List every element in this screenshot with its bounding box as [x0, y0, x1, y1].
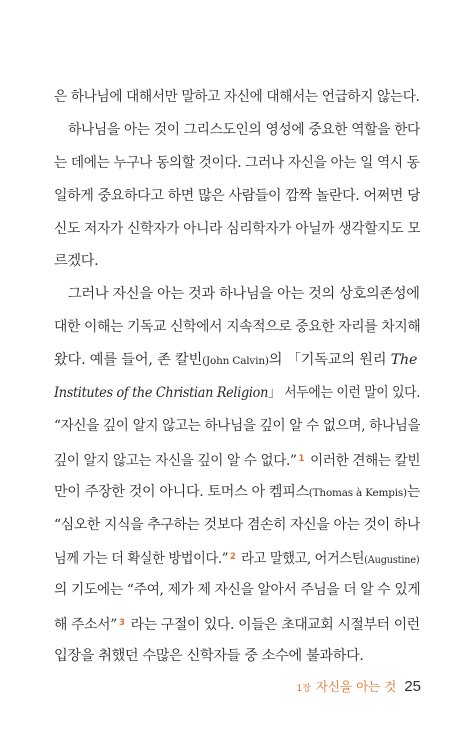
- footnote-marker[interactable]: 1: [298, 453, 305, 464]
- footnote-marker[interactable]: 2: [230, 552, 236, 563]
- text-run: 이러한 견해는 칼빈: [306, 452, 420, 469]
- body-text: [54, 81, 420, 673]
- text-segment: 일하게 중요하다고 하면 많은 사람들이 깜짝 놀란다. 어쩌면 당: [54, 187, 420, 204]
- author-name-en: (John Calvin): [202, 355, 269, 368]
- book-title-en: Institutes of the Christian Religion: [54, 385, 269, 402]
- book-title-en: The: [390, 352, 418, 369]
- text-segment: 하나님을 아는 것이 그리스도인의 영성에 중요한 역할을 한다: [68, 121, 420, 138]
- text-run: 님께 가는 더 확실한 방법이다.”: [54, 551, 229, 568]
- page-number: 25: [404, 678, 421, 695]
- text-line: [54, 509, 420, 542]
- text-segment: 르겠다.: [54, 253, 99, 270]
- author-name-en: (Augustine): [364, 554, 420, 567]
- text-segment: 는 데에는 누구나 동의할 것이다. 그러나 자신을 아는 일 역시 동: [54, 154, 420, 171]
- text-run: 」 서두에는 이런 말이 있다.: [268, 385, 420, 402]
- text-segment: 대한 이해는 기독교 신학에서 지속적으로 중요한 자리를 차지해: [54, 319, 420, 336]
- text-segment: “자신을 깊이 알지 않고는 하나님을 깊이 알 수 없으며, 하나님을: [54, 417, 420, 434]
- text-line: [54, 147, 420, 180]
- text-segment: 신도 저자가 신학자가 아니라 심리학자가 아닐까 생각할지도 모: [54, 220, 420, 237]
- text-run: 왔다. 예를 들어, 존 칼빈: [54, 352, 203, 369]
- text-segment: [54, 476, 420, 509]
- text-segment: [54, 541, 420, 574]
- chapter-number: 1장: [296, 684, 311, 694]
- footnote-marker[interactable]: 3: [118, 618, 125, 629]
- text-run: 의 「기독교의 원리: [268, 352, 391, 369]
- text-line: [54, 574, 420, 607]
- text-run: 는: [406, 483, 420, 500]
- text-line: [54, 245, 420, 278]
- text-line: [54, 640, 420, 673]
- text-line: [54, 476, 420, 509]
- chapter-title: 자신을 아는 것: [315, 679, 397, 694]
- text-segment: [54, 344, 417, 377]
- author-name-en: (Thomas à Kempis): [308, 486, 407, 499]
- text-segment: 입장을 취했던 수많은 신학자들 중 소수에 불과하다.: [54, 648, 364, 665]
- page-footer: [296, 677, 421, 695]
- text-segment: 그러나 자신을 아는 것과 하나님을 아는 것의 상호의존성에: [68, 286, 420, 303]
- text-run: 깊이 알지 않고는 자신을 깊이 알 수 없다.”: [54, 452, 297, 469]
- text-segment: “심오한 지식을 추구하는 것보다 겸손히 자신을 아는 것이 하나: [54, 516, 420, 533]
- text-line: [54, 180, 420, 213]
- text-segment: 의 기도에는 “주여, 제가 제 자신을 알아서 주님을 더 알 수 있게: [54, 582, 420, 599]
- text-line: [54, 541, 420, 574]
- text-line: [54, 607, 420, 640]
- text-line: [54, 344, 420, 377]
- text-run: 해 주소서”: [54, 617, 117, 634]
- text-line: [54, 410, 420, 443]
- text-run: 라는 구절이 있다. 이들은 초대교회 시절부터 이런: [126, 617, 420, 634]
- text-run: 만이 주장한 것이 아니다. 토머스 아 켐피스: [54, 483, 309, 500]
- text-segment: [54, 443, 420, 476]
- text-line: [54, 311, 420, 344]
- text-line: [54, 81, 420, 114]
- text-segment: [54, 377, 420, 410]
- text-line: [54, 443, 420, 476]
- text-line: [54, 114, 420, 147]
- text-segment: [54, 607, 420, 640]
- text-line: [54, 213, 420, 246]
- text-line: [54, 278, 420, 311]
- text-segment: 은 하나님에 대해서만 말하고 자신에 대해서는 언급하지 않는다.: [54, 89, 420, 105]
- text-line: [54, 377, 420, 410]
- text-run: 라고 말했고, 어거스틴: [237, 551, 365, 568]
